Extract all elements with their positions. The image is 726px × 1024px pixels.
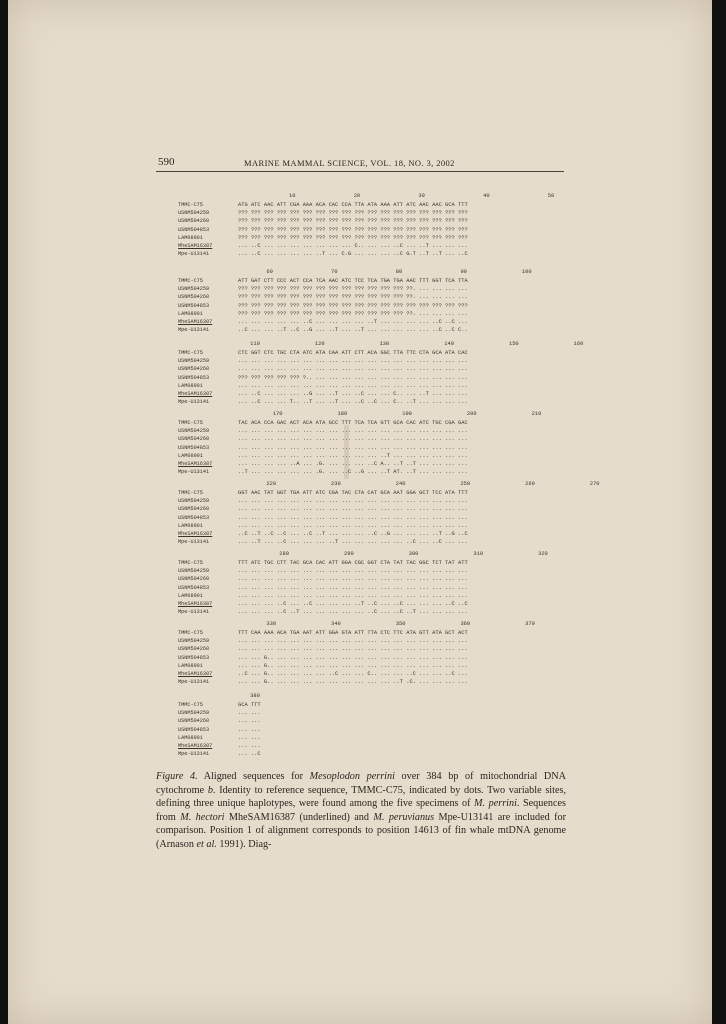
specimen-label: MheSAM16387: [178, 319, 213, 325]
specimen-label: USNM504259: [178, 428, 210, 435]
sequence-row: ... ... ... ... ... ... ... ... ... ... ... ... ... ... ... ... ... ...: [238, 366, 468, 373]
sequence-row: ... ..C: [238, 751, 261, 758]
sequence-row: ??? ??? ??? ??? ??? ?.. ... ... ... ... ... ... ... ... ... ... ... ...: [238, 374, 468, 381]
sequence-row: ..C ..T ..C ..C ... ..C ..T ... ... ... ..C ..G ... ... ... ..T ..G ..C: [238, 531, 468, 537]
sequence-row: ..C ... ... ..T ..C ..G ... ..T ... ..T ... ... ... ... ... ..C ..C C..: [238, 327, 468, 334]
specimen-label: MheSAM16387: [178, 243, 213, 249]
specimen-label: USNM504853: [178, 302, 210, 309]
specimen-label: USNM504260: [178, 506, 210, 513]
sequence-row: ..T ... ... ... ... ... .G. ... ..C ..G ... ..T AT. ..T ... ... ... ...: [238, 469, 468, 476]
sequence-row: ... ... ... ... ... ... ... ... ... ... ... ... ... ... ... ... ... ...: [238, 568, 468, 575]
sequence-row: TTT ATC TGC CTT TAC GCA CAC ATT GGA CGC GGT CTA TAT TAC GGC TCT TAT ATT: [238, 560, 468, 566]
sequence-row: ??? ??? ??? ??? ??? ??? ??? ??? ??? ??? ??? ??? ??? ??. ... ... ... ...: [238, 294, 468, 301]
specimen-label: MheSAM16387: [178, 601, 213, 607]
sequence-row: GCA TTT: [238, 702, 261, 708]
position-ruler: 220 230 240 250 260 270: [234, 481, 600, 487]
specimen-label: USNM504853: [178, 226, 210, 233]
sequence-row: ... ... G.. ... ... ... ... ... ... ... ... ... ... ... ... ... ... ...: [238, 662, 468, 669]
specimen-label: TMMC-C75: [178, 702, 203, 708]
specimen-label: MheSAM16387: [178, 461, 213, 467]
page-number: 590: [158, 156, 175, 168]
sequence-row: ... ... ... ... ... ... ... ... ... ... ... ... ... ... ... ... ... ...: [238, 646, 468, 653]
sequence-row: ... ... ... ... ... ... ... ... ... ... ... ... ... ... ... ... ... ...: [238, 444, 468, 451]
specimen-label: MheSAM16387: [178, 743, 213, 749]
sequence-row: ... ... ... ... ... ... ... ... ... ... ... ... ... ... ... ... ... ...: [238, 638, 468, 645]
sequence-row: ... ..C ... ... ... ..G ... ..T ... ..C ... ... C.. ... ..T ... ... ...: [238, 391, 468, 397]
specimen-label: Mpe-U13141: [178, 609, 210, 616]
specimen-label: Mpe-U13141: [178, 327, 210, 334]
sequence-row: ??? ??? ??? ??? ??? ??? ??? ??? ??? ??? ??? ??? ??? ??? ??? ??? ??? ???: [238, 302, 468, 309]
sequence-row: ... ... ... ... ..A ... .G. ... ... ... ..C A.. ..T ..T ... ... ... ...: [238, 461, 468, 467]
sequence-row: GGT AAC TAT GGT TGA ATT ATC CGA TAC CTA CAT GCA AAT GGA GCT TCC ATA TTT: [238, 490, 468, 496]
journal-page: [8, 0, 712, 1024]
sequence-row: ... ... ... ... ... ... ... ... ... ... ... ... ... ... ... ... ... ...: [238, 592, 468, 599]
specimen-label: USNM504853: [178, 654, 210, 661]
sequence-row: ... ... ... ... ... ... ... ... ... ... ... ... ... ... ... ... ... ...: [238, 506, 468, 513]
specimen-label: USNM504259: [178, 358, 210, 365]
specimen-label: USNM504260: [178, 436, 210, 443]
sequence-row: ... ... G.. ... ... ... ... ... ... ... ... ... ... ... ... ... ... ...: [238, 654, 468, 661]
sequence-row: ... ..C ... ... ... ... ..T ... C.G ... ... ... ..C G.T ..T ..T ... ..C: [238, 251, 468, 258]
specimen-label: USNM504853: [178, 374, 210, 381]
specimen-label: MheSAM16387: [178, 671, 213, 677]
specimen-label: USNM504259: [178, 210, 210, 217]
sequence-row: ... ... ... ... ... ... ... ... ... ... ... ... ... ... ... ... ... ...: [238, 584, 468, 591]
specimen-label: USNM504259: [178, 638, 210, 645]
sequence-row: ... ...: [238, 718, 261, 725]
position-ruler: 10 20 30 40 50: [234, 193, 555, 199]
sequence-row: ... ..T ... ..C ... ... ... ..T ... ... ... ... ... ..C ... ..C ... ...: [238, 539, 468, 546]
specimen-label: Mpe-U13141: [178, 679, 210, 686]
sequence-row: TAC ACA CCA GAC ACT ACA ATA GCC TTT TCA TCA GTT GCA CAC ATC TGC CGA GAC: [238, 420, 468, 426]
specimen-label: USNM504259: [178, 286, 210, 293]
specimen-label: TMMC-C75: [178, 420, 203, 426]
specimen-label: LAM08901: [178, 662, 203, 669]
sequence-row: ... ..C ... ... ... ... ... ... ... C.. ... ... ..C ... ..T ... ... ...: [238, 243, 468, 249]
specimen-label: MheSAM16387: [178, 531, 213, 537]
specimen-label: LAM08901: [178, 310, 203, 317]
sequence-row: ... ... ... ..C ..T ... ... ... ... ... ..C ... ..C ..T ... ... ... ...: [238, 609, 468, 616]
specimen-label: Mpe-U13141: [178, 539, 210, 546]
specimen-label: LAM08901: [178, 734, 203, 741]
header-rule: [156, 171, 564, 172]
sequence-row: ATT GAT CTT CCC ACT CCA TCA AAC ATC TCC TCA TGA TGA AAC TTT GGT TCA TTA: [238, 278, 468, 284]
specimen-label: USNM504853: [178, 584, 210, 591]
specimen-label: LAM08901: [178, 592, 203, 599]
specimen-label: USNM504259: [178, 498, 210, 505]
sequence-row: ??? ??? ??? ??? ??? ??? ??? ??? ??? ??? ??? ??? ??? ??? ??? ??? ??? ???: [238, 226, 468, 233]
sequence-row: ... ...: [238, 710, 261, 717]
specimen-label: USNM504259: [178, 710, 210, 717]
specimen-label: USNM504260: [178, 366, 210, 373]
figure-caption: Figure 4. Aligned sequences for Mesoplodon perrini over 384 bp of mitochondrial DNA cytochrome b. Identity to reference sequence, TMMC-C75, indicated by dots. Two variable sites, defining three unique haplotypes, were found among the five specimens of M. perrini. Sequences from M. hectori MheSAM16387 (underlined) and M. peruvianus Mpe-U13141 are included for comparison. Position 1 of alignment corresponds to position 14613 of fin whale mtDNA genome (Arnason et al. 1991). Diag-: [156, 771, 567, 850]
sequence-row: CTC GGT CTC TGC CTA ATC ATA CAA ATT CTT ACA GGC TTA TTC CTA GCA ATA CAC: [238, 350, 468, 356]
specimen-label: LAM08901: [178, 522, 203, 529]
sequence-row: ... ... ... ... ... ... ... ... ... ... ... ... ... ... ... ... ... ...: [238, 428, 468, 435]
sequence-row: ... ... ... ... ... ... ... ... ... ... ... ... ... ... ... ... ... ...: [238, 576, 468, 583]
position-ruler: 110 120 130 140 150 160: [234, 341, 584, 347]
specimen-label: Mpe-U13141: [178, 751, 210, 758]
sequence-row: ... ... ... ... ... ... ... ... ... ... ... ... ... ... ... ... ... ...: [238, 382, 468, 389]
position-ruler: 170 180 190 200 210: [234, 411, 542, 417]
specimen-label: TMMC-C75: [178, 630, 203, 636]
specimen-label: MheSAM16387: [178, 391, 213, 397]
sequence-row: ... ... ... ... ... ... ... ... ... ... ... ... ... ... ... ... ... ...: [238, 522, 468, 529]
sequence-row: ... ..C ... ... T.. ..T ... ..T ... ..C ..C ... C.. ..T ... ... ... ...: [238, 399, 468, 406]
specimen-label: USNM504853: [178, 726, 210, 733]
specimen-label: LAM08901: [178, 234, 203, 241]
specimen-label: TMMC-C75: [178, 202, 203, 208]
specimen-label: USNM504260: [178, 718, 210, 725]
sequence-row: ??? ??? ??? ??? ??? ??? ??? ??? ??? ??? ??? ??? ??? ??. ... ... ... ...: [238, 310, 468, 317]
running-head: MARINE MAMMAL SCIENCE, VOL. 18, NO. 3, 2002: [244, 158, 455, 168]
specimen-label: USNM504853: [178, 444, 210, 451]
specimen-label: Mpe-U13141: [178, 469, 210, 476]
specimen-label: USNM504260: [178, 576, 210, 583]
specimen-label: USNM504853: [178, 514, 210, 521]
sequence-row: ... ... G.. ... ... ... ... ... ... ... ... ... ..T .C. ... ... ... ...: [238, 679, 468, 686]
specimen-label: Mpe-U13141: [178, 399, 210, 406]
specimen-label: USNM504260: [178, 646, 210, 653]
position-ruler: 380: [234, 693, 260, 699]
sequence-row: ??? ??? ??? ??? ??? ??? ??? ??? ??? ??? ??? ??? ??? ??? ??? ??? ??? ???: [238, 234, 468, 241]
sequence-row: ATG ATC AAC ATT CGA AAA ACA CAC CCA TTA ATA AAA ATT ATC AAC AAC GCA TTT: [238, 202, 468, 208]
specimen-label: TMMC-C75: [178, 278, 203, 284]
sequence-row: ..C ... G.. ... ... ... ... ..C ... ... C.. ... ... ..C ... ... ..C ...: [238, 671, 468, 677]
sequence-row: ... ... ... ... ... ..C ... ... ... ... ..T ... ... ... ... ..C ..C ...: [238, 319, 468, 325]
specimen-label: USNM504259: [178, 568, 210, 575]
specimen-label: TMMC-C75: [178, 490, 203, 496]
specimen-label: LAM08901: [178, 382, 203, 389]
specimen-label: Mpe-U13141: [178, 251, 210, 258]
specimen-label: USNM504260: [178, 218, 210, 225]
sequence-row: ... ... ... ..C ... ..C ... ... ... ..T ..C ... ..C ... ... ... ..C ..C: [238, 601, 468, 607]
specimen-label: TMMC-C75: [178, 560, 203, 566]
sequence-row: ... ... ... ... ... ... ... ... ... ... ... ... ... ... ... ... ... ...: [238, 514, 468, 521]
sequence-row: ??? ??? ??? ??? ??? ??? ??? ??? ??? ??? ??? ??? ??? ??. ... ... ... ...: [238, 286, 468, 293]
position-ruler: 280 290 300 310 320: [234, 551, 548, 557]
caption-label: Figure 4.: [156, 771, 198, 782]
sequence-row: TTT CAA AAA ACA TGA AAT ATT GGA GTA ATT TTA CTC TTC ATA GTT ATA GCT ACT: [238, 630, 468, 636]
sequence-row: ... ...: [238, 734, 261, 741]
sequence-row: ??? ??? ??? ??? ??? ??? ??? ??? ??? ??? ??? ??? ??? ??? ??? ??? ??? ???: [238, 210, 468, 217]
specimen-label: LAM08901: [178, 452, 203, 459]
specimen-label: USNM504260: [178, 294, 210, 301]
sequence-row: ... ... ... ... ... ... ... ... ... ... ... ... ... ... ... ... ... ...: [238, 358, 468, 365]
sequence-row: ... ... ... ... ... ... ... ... ... ... ... ... ... ... ... ... ... ...: [238, 436, 468, 443]
position-ruler: 330 340 350 360 370: [234, 621, 535, 627]
position-ruler: 60 70 80 90 100: [234, 269, 532, 275]
sequence-row: ... ... ... ... ... ... ... ... ... ... ... ..T ... ... ... ... ... ...: [238, 452, 468, 459]
sequence-row: ... ... ... ... ... ... ... ... ... ... ... ... ... ... ... ... ... ...: [238, 498, 468, 505]
sequence-row: ... ...: [238, 743, 261, 749]
sequence-row: ... ...: [238, 726, 261, 733]
specimen-label: TMMC-C75: [178, 350, 203, 356]
sequence-row: ??? ??? ??? ??? ??? ??? ??? ??? ??? ??? ??? ??? ??? ??? ??? ??? ??? ???: [238, 218, 468, 225]
